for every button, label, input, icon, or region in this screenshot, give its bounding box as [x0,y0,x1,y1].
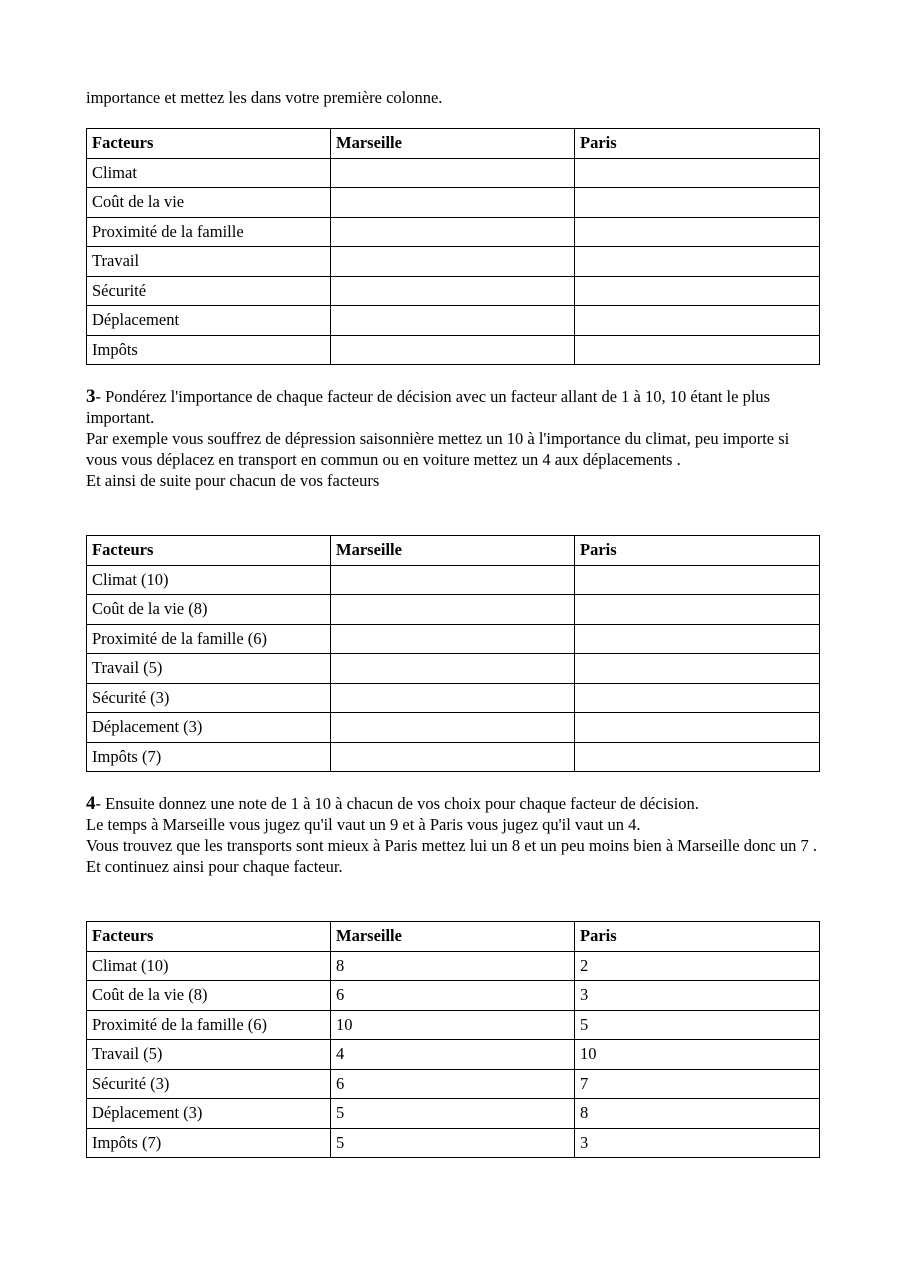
marseille-cell: 8 [331,951,575,981]
paris-cell [575,217,820,247]
header-factors: Facteurs [87,536,331,566]
table-row [87,713,820,743]
section-3-line-3: Et ainsi de suite pour chacun de vos facteurs [86,471,380,490]
factor-cell: Climat (10) [87,565,331,595]
header-marseille: Marseille [331,129,575,159]
factor-cell: Coût de la vie [87,188,331,218]
table-row [87,276,820,306]
paris-cell [575,306,820,336]
factor-cell: Impôts (7) [87,1128,331,1158]
table-row [87,1099,820,1129]
factor-cell: Sécurité (3) [87,683,331,713]
factor-cell: Sécurité [87,276,331,306]
table-row [87,217,820,247]
section-3-line-1 [86,386,820,428]
factor-cell: Proximité de la famille [87,217,331,247]
table-row [87,158,820,188]
paris-cell: 7 [575,1069,820,1099]
section-3-line-2: Par exemple vous souffrez de dépression saisonnière mettez un 10 à l'importance du climat, peu importe si vous vous déplacez en transport en commun ou en voiture mettez un 4 aux déplacements . [86,429,790,469]
marseille-cell: 5 [331,1128,575,1158]
paris-cell: 2 [575,951,820,981]
paris-cell: 8 [575,1099,820,1129]
table-row [87,951,820,981]
factor-cell: Proximité de la famille (6) [87,624,331,654]
header-paris: Paris [575,922,820,952]
section-4-text-1: - Ensuite donnez une note de 1 à 10 à chacun de vos choix pour chaque facteur de décision. [95,794,699,813]
marseille-cell [331,595,575,625]
table-row [87,624,820,654]
factors-table-3 [86,921,820,1158]
table-row [87,1040,820,1070]
table-row [87,335,820,365]
marseille-cell [331,188,575,218]
marseille-cell [331,624,575,654]
paris-cell [575,188,820,218]
section-3 [86,386,820,491]
marseille-cell: 5 [331,1099,575,1129]
factors-table-1 [86,128,820,365]
section-4-line-4: Et continuez ainsi pour chaque facteur. [86,857,343,876]
marseille-cell [331,306,575,336]
table-row [87,188,820,218]
table-header-row [87,536,820,566]
table-row [87,683,820,713]
section-3-text-1: - Pondérez l'importance de chaque facteur de décision avec un facteur allant de 1 à 10, 10 étant le plus important. [86,387,771,427]
paris-cell: 5 [575,1010,820,1040]
section-number: 4 [86,793,96,814]
marseille-cell: 6 [331,981,575,1011]
header-factors: Facteurs [87,922,331,952]
table-row [87,654,820,684]
factor-cell: Climat (10) [87,951,331,981]
marseille-cell [331,654,575,684]
paris-cell [575,247,820,277]
table-row [87,1128,820,1158]
section-4-line-3: Vous trouvez que les transports sont mieux à Paris mettez lui un 8 et un peu moins bien à Marseille donc un 7 . [86,836,818,855]
paris-cell: 3 [575,1128,820,1158]
factor-cell: Déplacement (3) [87,1099,331,1129]
paris-cell [575,565,820,595]
factor-cell: Déplacement (3) [87,713,331,743]
paris-cell [575,335,820,365]
factor-cell: Impôts [87,335,331,365]
paris-cell [575,624,820,654]
section-4-line-1 [86,793,820,814]
header-paris: Paris [575,536,820,566]
table-header-row [87,129,820,159]
paris-cell [575,713,820,743]
factor-cell: Proximité de la famille (6) [87,1010,331,1040]
factor-cell: Impôts (7) [87,742,331,772]
section-4 [86,793,820,877]
paris-cell [575,595,820,625]
intro-text: importance et mettez les dans votre première colonne. [86,88,443,107]
marseille-cell [331,683,575,713]
paris-cell [575,158,820,188]
header-factors: Facteurs [87,129,331,159]
marseille-cell [331,276,575,306]
section-number: 3 [86,386,96,407]
marseille-cell [331,742,575,772]
marseille-cell [331,335,575,365]
factor-cell: Travail (5) [87,654,331,684]
marseille-cell [331,247,575,277]
table-row [87,742,820,772]
table-row [87,1069,820,1099]
factor-cell: Travail (5) [87,1040,331,1070]
table-row [87,565,820,595]
paris-cell [575,654,820,684]
paris-cell [575,683,820,713]
paris-cell: 10 [575,1040,820,1070]
marseille-cell [331,158,575,188]
marseille-cell [331,713,575,743]
marseille-cell [331,565,575,595]
table-header-row [87,922,820,952]
factor-cell: Coût de la vie (8) [87,595,331,625]
factors-table-2 [86,535,820,772]
factor-cell: Coût de la vie (8) [87,981,331,1011]
paris-cell [575,742,820,772]
marseille-cell: 10 [331,1010,575,1040]
header-paris: Paris [575,129,820,159]
section-4-line-2: Le temps à Marseille vous jugez qu'il vaut un 9 et à Paris vous jugez qu'il vaut un 4. [86,815,641,834]
factor-cell: Travail [87,247,331,277]
header-marseille: Marseille [331,536,575,566]
paris-cell [575,276,820,306]
paris-cell: 3 [575,981,820,1011]
marseille-cell [331,217,575,247]
table-row [87,247,820,277]
marseille-cell: 4 [331,1040,575,1070]
marseille-cell: 6 [331,1069,575,1099]
table-row [87,1010,820,1040]
header-marseille: Marseille [331,922,575,952]
factor-cell: Sécurité (3) [87,1069,331,1099]
factor-cell: Déplacement [87,306,331,336]
factor-cell: Climat [87,158,331,188]
table-row [87,306,820,336]
table-row [87,595,820,625]
table-row [87,981,820,1011]
